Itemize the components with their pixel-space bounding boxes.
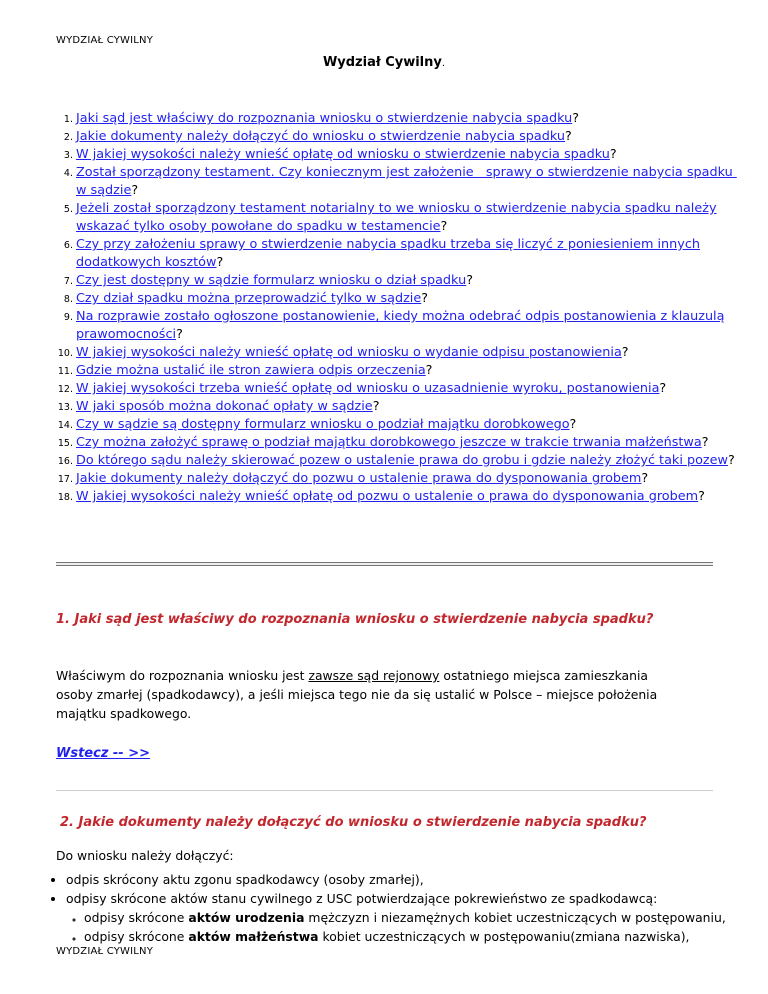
page-footer-label: WYDZIAŁ CYWILNY (56, 946, 154, 957)
toc-item (76, 146, 736, 164)
toc-punctuation: ? (565, 129, 572, 144)
toc-punctuation: ? (466, 273, 473, 288)
page-title-text: Wydział Cywilny (322, 55, 442, 70)
toc-link[interactable]: Na rozprawie zostało ogłoszone postanowienie, kiedy można odebrać odpis postanowienia z klauzulą prawomocności (76, 309, 725, 342)
toc-punctuation: ? (372, 399, 380, 414)
section-divider (56, 562, 713, 566)
page-header-label: WYDZIAŁ CYWILNY (56, 35, 154, 46)
toc-punctuation: ? (659, 381, 667, 396)
toc-link[interactable]: W jakiej wysokości należy wnieść opłatę od pozwu o ustalenie o prawa do dysponowania grobem (76, 489, 699, 504)
toc-link[interactable]: Jaki sąd jest właściwy do rozpoznania wniosku o stwierdzenie nabycia spadku (76, 111, 573, 126)
sub-item-text: odpisy skrócone (84, 910, 189, 925)
toc-item (76, 290, 736, 308)
toc-item (76, 272, 736, 290)
toc-item (76, 434, 736, 452)
section-divider-thin (56, 790, 713, 791)
toc-item (76, 200, 736, 236)
toc-punctuation: ? (569, 417, 577, 432)
section-1-answer (56, 666, 666, 723)
answer-text: Właściwym do rozpoznania wniosku jest (56, 668, 309, 683)
table-of-contents (56, 110, 736, 506)
toc-punctuation: ? (572, 111, 580, 126)
toc-punctuation: ? (421, 291, 429, 306)
toc-item (76, 470, 736, 488)
toc-link[interactable]: W jakiej wysokości należy wnieść opłatę od wniosku o wydanie odpisu postanowienia (76, 345, 622, 360)
toc-link[interactable]: Jakie dokumenty należy dołączyć do wniosku o stwierdzenie nabycia spadku (76, 129, 566, 144)
toc-link[interactable]: W jaki sposób można dokonać opłaty w sądzie (76, 399, 373, 414)
section-2-heading: 2. Jakie dokumenty należy dołączyć do wniosku o stwierdzenie nabycia spadku? (60, 815, 647, 830)
sub-item-bold: aktów małżeństwa (188, 929, 319, 944)
toc-item (76, 110, 736, 128)
answer-text: ostatniego miejsca zamieszkania osoby zmarłej (spadkodawcy), a jeśli miejsca tego nie da się ustalić w Polsce – miejsce położenia majątku spadkowego. (56, 668, 658, 721)
toc-item (76, 488, 736, 506)
toc-item (76, 416, 736, 434)
sub-list-item (84, 927, 746, 946)
toc-link[interactable]: Czy można założyć sprawę o podział majątku dorobkowego jeszcze w trakcie trwania małżeństwa (76, 435, 702, 450)
toc-link[interactable]: Czy w sądzie są dostępny formularz wniosku o podział majątku dorobkowego (76, 417, 570, 432)
toc-punctuation: ? (440, 219, 448, 234)
list-item-text: odpisy skrócone aktów stanu cywilnego z USC potwierdzające pokrewieństwo ze spadkodawcą: (66, 891, 658, 906)
toc-item (76, 380, 736, 398)
page-title (0, 55, 768, 70)
documents-list (56, 870, 746, 946)
toc-item (76, 398, 736, 416)
page-title-dot: . (441, 58, 446, 69)
toc-link[interactable]: Jeżeli został sporządzony testament notarialny to we wniosku o stwierdzenie nabycia spadku należy wskazać tylko osoby powołane do spadku w testamencie (76, 201, 717, 234)
toc-punctuation: ? (425, 363, 433, 378)
toc-punctuation: ? (621, 345, 629, 360)
toc-item (76, 362, 736, 380)
sub-item-text: kobiet uczestniczących w postępowaniu(zmiana nazwiska), (318, 929, 690, 944)
sub-item-text: odpisy skrócone (84, 929, 189, 944)
toc-link[interactable]: Czy jest dostępny w sądzie formularz wniosku o dział spadku (76, 273, 467, 288)
toc-link[interactable]: Gdzie można ustalić ile stron zawiera odpis orzeczenia (76, 363, 426, 378)
section-2-intro: Do wniosku należy dołączyć: (56, 848, 234, 863)
sub-list (66, 908, 746, 946)
toc-item (76, 236, 736, 272)
toc-punctuation: ? (216, 255, 224, 270)
back-link[interactable]: Wstecz -- >> (56, 746, 151, 761)
toc-item (76, 344, 736, 362)
toc-item (76, 128, 736, 146)
toc-link[interactable]: W jakiej wysokości należy wnieść opłatę od wniosku o stwierdzenie nabycia spadku (76, 147, 610, 162)
toc-punctuation: ? (698, 489, 705, 504)
sub-item-text: mężczyzn i niezamężnych kobiet uczestniczących w postępowaniu, (304, 910, 726, 925)
toc-punctuation: ? (176, 327, 183, 342)
toc-link[interactable]: W jakiej wysokości trzeba wnieść opłatę od wniosku o uzasadnienie wyroku, postanowienia (76, 381, 660, 396)
section-1-heading: 1. Jaki sąd jest właściwy do rozpoznania wniosku o stwierdzenie nabycia spadku? (56, 612, 654, 627)
sub-list-item (84, 908, 746, 927)
toc-link[interactable]: Czy dział spadku można przeprowadzić tylko w sądzie (76, 291, 422, 306)
toc-punctuation: ? (701, 435, 709, 450)
toc-item (76, 308, 736, 344)
list-item (66, 889, 746, 946)
toc-punctuation: ? (641, 471, 649, 486)
sub-item-bold: aktów urodzenia (188, 910, 305, 925)
toc-item (76, 164, 736, 200)
toc-punctuation: ? (131, 183, 139, 198)
toc-item (76, 452, 736, 470)
toc-link[interactable]: Został sporządzony testament. Czy koniecznym jest założenie sprawy o stwierdzenie nabycia spadku w sądzie (76, 165, 737, 198)
toc-punctuation: ? (727, 453, 735, 468)
list-item: • odpis skrócony aktu zgonu spadkodawcy (osoby zmarłej), (66, 870, 746, 889)
toc-punctuation: ? (609, 147, 617, 162)
answer-underlined: zawsze sąd rejonowy (308, 668, 440, 683)
toc-link[interactable]: Czy przy założeniu sprawy o stwierdzenie nabycia spadku trzeba się liczyć z poniesieniem innych dodatkowych kosztów (76, 237, 700, 270)
toc-link[interactable]: Jakie dokumenty należy dołączyć do pozwu o ustalenie prawa do dysponowania grobem (76, 471, 642, 486)
toc-link[interactable]: Do którego sądu należy skierować pozew o ustalenie prawa do grobu i gdzie należy złożyć taki pozew (76, 453, 728, 468)
